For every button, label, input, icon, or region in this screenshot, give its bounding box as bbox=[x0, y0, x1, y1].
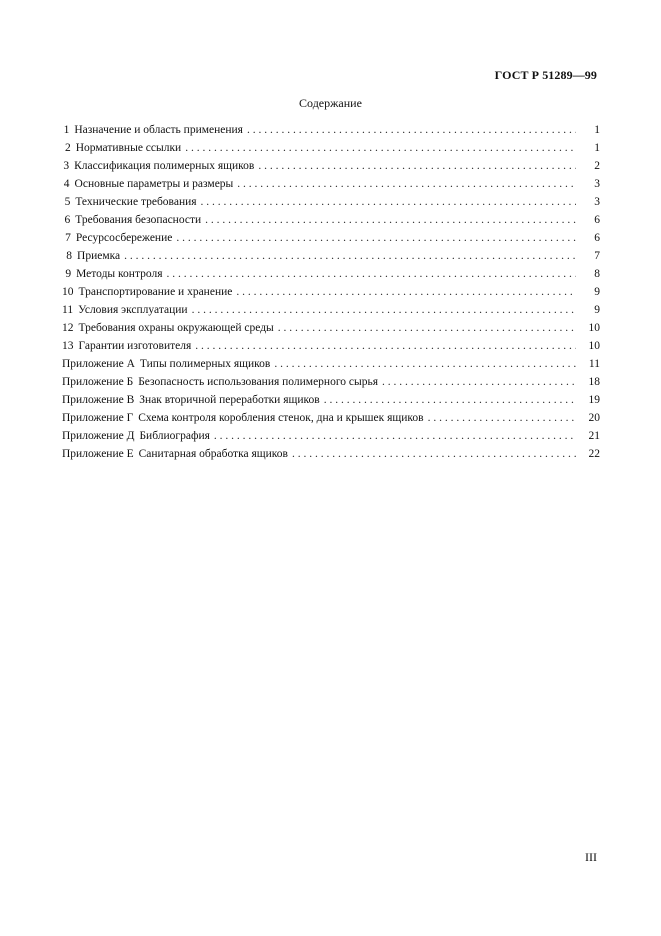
toc-entry-title: Нормативные ссылки bbox=[75, 142, 182, 154]
toc-leader-dots bbox=[258, 158, 576, 174]
toc-leader-dots bbox=[214, 428, 576, 444]
toc-entry-number: 3 bbox=[63, 160, 70, 172]
toc-entry-number: 1 bbox=[63, 124, 70, 136]
toc-entry-page: 9 bbox=[594, 286, 600, 298]
document-header-code: ГОСТ Р 51289—99 bbox=[494, 68, 597, 82]
toc-entry-number: 2 bbox=[64, 142, 71, 154]
toc-annex-entry[interactable] bbox=[62, 428, 600, 446]
toc-entry-title: Безопасность использования полимерного сырья bbox=[138, 376, 379, 388]
toc-entry-number: 7 bbox=[65, 232, 71, 244]
toc-entry-page: 6 bbox=[594, 214, 600, 226]
toc-leader-dots bbox=[382, 374, 576, 390]
toc-entry[interactable] bbox=[62, 284, 600, 302]
toc-annex-entry[interactable] bbox=[62, 374, 600, 392]
toc-entry[interactable] bbox=[62, 248, 600, 266]
toc-entry[interactable] bbox=[62, 176, 600, 194]
toc-entry-page: 3 bbox=[594, 196, 600, 208]
toc-leader-dots bbox=[166, 266, 576, 282]
toc-entry-title: Основные параметры и размеры bbox=[74, 178, 234, 190]
toc-leader-dots bbox=[201, 194, 576, 210]
toc-entry-page: 3 bbox=[594, 178, 600, 190]
toc-entry[interactable] bbox=[62, 212, 600, 230]
toc-leader-dots bbox=[324, 392, 576, 408]
toc-entry-number: 5 bbox=[64, 196, 71, 208]
toc-entry-title: Ресурсосбережение bbox=[75, 232, 173, 244]
toc-title: Содержание bbox=[299, 96, 362, 110]
toc-entry-title: Методы контроля bbox=[76, 268, 163, 280]
toc-entry-title: Условия эксплуатации bbox=[78, 304, 188, 316]
toc-leader-dots bbox=[205, 212, 576, 228]
toc-leader-dots bbox=[428, 410, 576, 426]
toc-entry[interactable] bbox=[62, 140, 600, 158]
toc-annex-label: Приложение Д bbox=[62, 430, 135, 442]
toc-leader-dots bbox=[278, 320, 576, 336]
toc-entry[interactable] bbox=[62, 230, 600, 248]
toc-entry-number: 12 bbox=[62, 322, 74, 334]
toc-entry-number: 9 bbox=[65, 268, 72, 280]
toc-leader-dots bbox=[192, 302, 576, 318]
toc-entry[interactable] bbox=[62, 302, 600, 320]
toc-entry-page: 6 bbox=[594, 232, 600, 244]
toc-entry[interactable] bbox=[62, 266, 600, 284]
toc-entry-page: 20 bbox=[588, 412, 600, 424]
toc-leader-dots bbox=[247, 122, 576, 138]
table-of-contents bbox=[62, 122, 600, 464]
page-number: III bbox=[585, 850, 597, 864]
toc-entry-title: Классификация полимерных ящиков bbox=[74, 160, 255, 172]
toc-entry-title: Схема контроля коробления стенок, дна и крышек ящиков bbox=[138, 412, 424, 424]
toc-entry-page: 8 bbox=[594, 268, 600, 280]
toc-entry[interactable] bbox=[62, 338, 600, 356]
toc-entry-page: 1 bbox=[594, 124, 600, 136]
toc-annex-entry[interactable] bbox=[62, 446, 600, 464]
toc-entry-title: Требования охраны окружающей среды bbox=[78, 322, 274, 334]
toc-annex-entry[interactable] bbox=[62, 392, 600, 410]
toc-entry-title: Знак вторичной переработки ящиков bbox=[139, 394, 320, 406]
toc-entry-title: Библиография bbox=[139, 430, 210, 442]
toc-annex-entry[interactable] bbox=[62, 410, 600, 428]
toc-entry-page: 7 bbox=[594, 250, 600, 262]
toc-entry-page: 21 bbox=[588, 430, 600, 442]
toc-entry-title: Санитарная обработка ящиков bbox=[138, 448, 288, 460]
toc-entry[interactable] bbox=[62, 320, 600, 338]
toc-entry-page: 1 bbox=[594, 142, 600, 154]
toc-entry-number: 11 bbox=[62, 304, 74, 316]
toc-entry[interactable] bbox=[62, 158, 600, 176]
toc-entry[interactable] bbox=[62, 194, 600, 212]
toc-entry-number: 4 bbox=[63, 178, 70, 190]
toc-leader-dots bbox=[124, 248, 576, 264]
toc-leader-dots bbox=[195, 338, 576, 354]
toc-leader-dots bbox=[236, 284, 576, 300]
toc-entry-page: 22 bbox=[588, 448, 600, 460]
toc-leader-dots bbox=[237, 176, 576, 192]
toc-entry-page: 2 bbox=[594, 160, 600, 172]
toc-entry-page: 18 bbox=[588, 376, 600, 388]
toc-entry-number: 8 bbox=[66, 250, 73, 262]
toc-entry-number: 10 bbox=[62, 286, 74, 298]
toc-annex-entry[interactable] bbox=[62, 356, 600, 374]
toc-entry-title: Назначение и область применения bbox=[74, 124, 243, 136]
toc-entry-page: 10 bbox=[588, 322, 600, 334]
toc-entry-title: Требования безопасности bbox=[75, 214, 202, 226]
toc-entry-number: 6 bbox=[64, 214, 71, 226]
toc-annex-label: Приложение А bbox=[62, 358, 135, 370]
toc-leader-dots bbox=[185, 140, 576, 156]
toc-entry[interactable] bbox=[62, 122, 600, 140]
toc-annex-label: Приложение Б bbox=[62, 376, 134, 388]
toc-annex-label: Приложение В bbox=[62, 394, 135, 406]
toc-entry-page: 11 bbox=[588, 358, 600, 370]
toc-leader-dots bbox=[176, 230, 576, 246]
toc-entry-title: Типы полимерных ящиков bbox=[139, 358, 271, 370]
toc-annex-label: Приложение Е bbox=[62, 448, 134, 460]
toc-entry-page: 19 bbox=[588, 394, 600, 406]
toc-leader-dots bbox=[274, 356, 576, 372]
toc-entry-title: Транспортирование и хранение bbox=[78, 286, 233, 298]
toc-entry-page: 9 bbox=[594, 304, 600, 316]
toc-entry-number: 13 bbox=[62, 340, 74, 352]
toc-entry-title: Приемка bbox=[77, 250, 121, 262]
toc-entry-title: Гарантии изготовителя bbox=[78, 340, 192, 352]
toc-leader-dots bbox=[292, 446, 576, 462]
toc-entry-title: Технические требования bbox=[75, 196, 197, 208]
toc-annex-label: Приложение Г bbox=[62, 412, 134, 424]
toc-entry-page: 10 bbox=[588, 340, 600, 352]
